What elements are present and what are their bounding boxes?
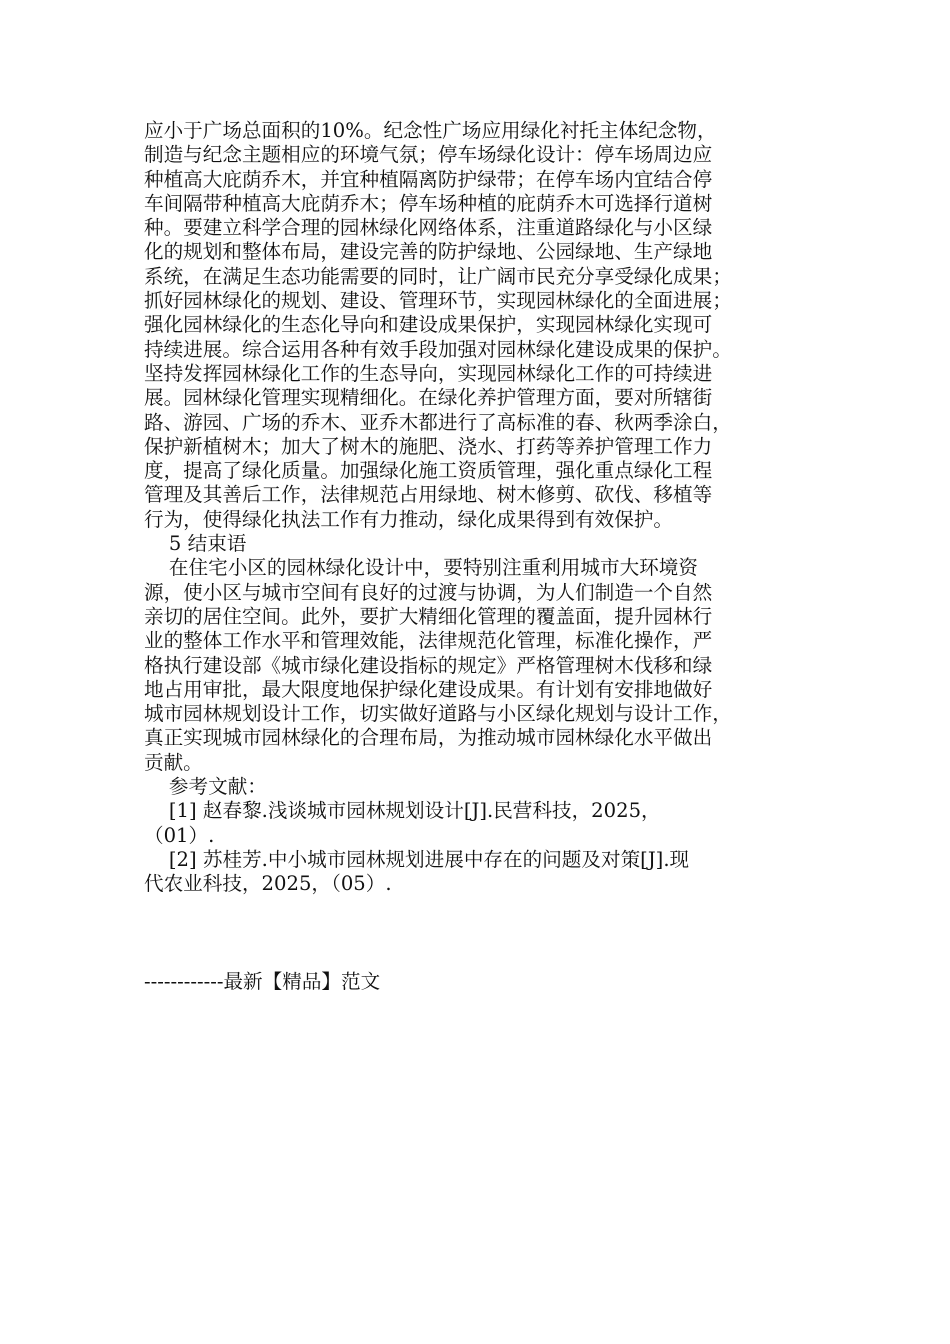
text-line: 格执行建设部《城市绿化建设指标的规定》严格管理树木伐移和绿 [144, 653, 713, 677]
text-line: 路、游园、广场的乔木、亚乔木都进行了高标准的春、秋两季涂白， [144, 410, 732, 434]
text-line: 管理及其善后工作，法律规范占用绿地、树木修剪、砍伐、移植等 [144, 483, 713, 507]
text-line: 源，使小区与城市空间有良好的过渡与协调，为人们制造一个自然 [144, 580, 713, 604]
text-line: 抓好园林绿化的规划、建设、管理环节，实现园林绿化的全面进展； [144, 289, 732, 313]
text-line: 业的整体工作水平和管理效能，法律规范化管理，标准化操作，严 [144, 629, 713, 653]
text-line: 度，提高了绿化质量。加强绿化施工资质管理，强化重点绿化工程 [144, 459, 713, 483]
text-line: 行为，使得绿化执法工作有力推动，绿化成果得到有效保护。 [144, 507, 674, 531]
section-heading: 5 结束语 [144, 532, 247, 556]
text-line: 化的规划和整体布局，建设完善的防护绿地、公园绿地、生产绿地 [144, 240, 713, 264]
text-line: 亲切的居住空间。此外，要扩大精细化管理的覆盖面，提升园林行 [144, 604, 713, 628]
text-line: 种植高大庇荫乔木，并宜种植隔离防护绿带；在停车场内宜结合停 [144, 167, 713, 191]
text-line: 强化园林绿化的生态化导向和建设成果保护，实现园林绿化实现可 [144, 313, 713, 337]
text-line: 贡献。 [144, 750, 203, 774]
footer-text: ------------最新【精品】范文 [144, 970, 381, 993]
references-heading: 参考文献： [144, 775, 267, 799]
text-line: 坚持发挥园林绿化工作的生态导向，实现园林绿化工作的可持续进 [144, 361, 713, 385]
reference-item: 代农业科技，2025，（05）. [144, 872, 392, 896]
text-line: 制造与纪念主题相应的环境气氛；停车场绿化设计：停车场周边应 [144, 143, 713, 167]
reference-item: （01）. [144, 823, 215, 847]
reference-item: [1] 赵春黎.浅谈城市园林规划设计[J].民营科技，2025， [144, 799, 661, 823]
text-line: 真正实现城市园林绿化的合理布局，为推动城市园林绿化水平做出 [144, 726, 713, 750]
text-line: 系统，在满足生态功能需要的同时，让广阔市民充分享受绿化成果； [144, 264, 732, 288]
text-line: 保护新植树木；加大了树木的施肥、浇水、打药等养护管理工作力 [144, 434, 713, 458]
text-line: 车间隔带种植高大庇荫乔木；停车场种植的庇荫乔木可选择行道树 [144, 191, 713, 215]
document-body [144, 119, 806, 897]
text-line: 持续进展。综合运用各种有效手段加强对园林绿化建设成果的保护。 [144, 337, 732, 361]
text-line: 种。要建立科学合理的园林绿化网络体系，注重道路绿化与小区绿 [144, 216, 713, 240]
text-line: 城市园林规划设计工作，切实做好道路与小区绿化规划与设计工作， [144, 702, 732, 726]
text-line: 地占用审批，最大限度地保护绿化建设成果。有计划有安排地做好 [144, 677, 713, 701]
text-line: 在住宅小区的园林绿化设计中，要特别注重利用城市大环境资 [144, 556, 698, 580]
reference-item: [2] 苏桂芳.中小城市园林规划进展中存在的问题及对策[J].现 [144, 847, 690, 871]
text-line: 展。园林绿化管理实现精细化。在绿化养护管理方面，要对所辖街 [144, 386, 713, 410]
text-line: 应小于广场总面积的10%。纪念性广场应用绿化衬托主体纪念物， [144, 119, 717, 142]
